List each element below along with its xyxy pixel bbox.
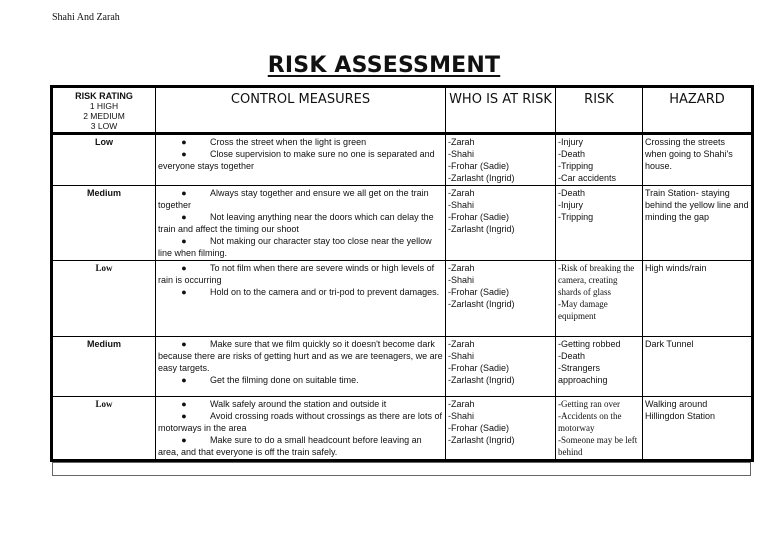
page-title: RISK ASSESSMENT [267,53,501,78]
risk-rating-cell: Low [52,397,156,461]
table-row [52,397,753,461]
header-who-is-at-risk: WHO IS AT RISK [446,87,556,134]
who-at-risk-cell: -Zarah -Shahi -Frohar (Sadie) -Zarlasht (Ingrid) [446,397,556,461]
list-item: ● Close supervision to make sure no one is separated and everyone stays together [158,149,435,171]
risk-rating-cell: Low [52,261,156,337]
risk-cell: -Getting ran over -Accidents on the motorway -Someone may be left behind [556,397,643,461]
list-item: ● Make sure that we film quickly so it doesn't become dark because there are risks of getting hurt and as we are teenagers, we are easy targets. [158,339,443,373]
hazard-cell: Walking around Hillingdon Station [643,397,753,461]
risk-cell: -Injury -Death -Tripping -Car accidents [556,134,643,186]
control-measures-cell [156,134,446,186]
control-measures-cell [156,397,446,461]
control-measures-cell [156,261,446,337]
table-row [52,134,753,186]
header-risk: RISK [556,87,643,134]
risk-rating-cell: Low [52,134,156,186]
risk-cell: -Risk of breaking the camera, creating shards of glass -May damage equipment [556,261,643,337]
list-item: ● Walk safely around the station and outside it [181,399,387,409]
list-item: ● Always stay together and ensure we all get on the train together [158,188,429,210]
empty-table-footer [52,462,751,476]
list-item: ● Get the filming done on suitable time. [181,375,359,385]
list-item: ● Avoid crossing roads without crossings as there are lots of motorways in the area [158,411,442,433]
risk-cell: -Getting robbed -Death -Strangers approaching [556,337,643,397]
risk-cell: -Death -Injury -Tripping [556,186,643,261]
who-at-risk-cell: -Zarah -Shahi -Frohar (Sadie) -Zarlasht (Ingrid) [446,186,556,261]
hazard-cell: Crossing the streets when going to Shahi's house. [643,134,753,186]
list-item: ● Not leaving anything near the doors which can delay the train and affect the timing our shoot [158,212,434,234]
control-measures-cell [156,337,446,397]
who-at-risk-cell: -Zarah -Shahi -Frohar (Sadie) -Zarlasht (Ingrid) [446,134,556,186]
header-hazard: HAZARD [643,87,753,134]
document-author: Shahi And Zarah [52,12,120,23]
risk-rating-cell: Medium [52,337,156,397]
risk-assessment-table [50,85,754,462]
who-at-risk-cell: -Zarah -Shahi -Frohar (Sadie) -Zarlasht (Ingrid) [446,337,556,397]
list-item: ● Make sure to do a small headcount before leaving an area, and that everyone is off the train safely. [158,435,422,457]
header-control-measures: CONTROL MEASURES [156,87,446,134]
table-header-row [52,87,753,134]
table-row [52,261,753,337]
table-row [52,186,753,261]
header-risk-rating: RISK RATING 1 HIGH 2 MEDIUM 3 LOW [52,87,156,134]
list-item: ● Not making our character stay too close near the yellow line when filming. [158,236,432,258]
table-row [52,337,753,397]
hazard-cell: Train Station- staying behind the yellow line and minding the gap [643,186,753,261]
risk-rating-cell: Medium [52,186,156,261]
hazard-cell: Dark Tunnel [643,337,753,397]
list-item: ● Hold on to the camera and or tri-pod to prevent damages. [181,287,440,297]
control-measures-cell [156,186,446,261]
hazard-cell: High winds/rain [643,261,753,337]
who-at-risk-cell: -Zarah -Shahi -Frohar (Sadie) -Zarlasht (Ingrid) [446,261,556,337]
list-item: ● Cross the street when the light is green [181,137,367,147]
list-item: ● To not film when there are severe winds or high levels of rain is occurring [158,263,435,285]
